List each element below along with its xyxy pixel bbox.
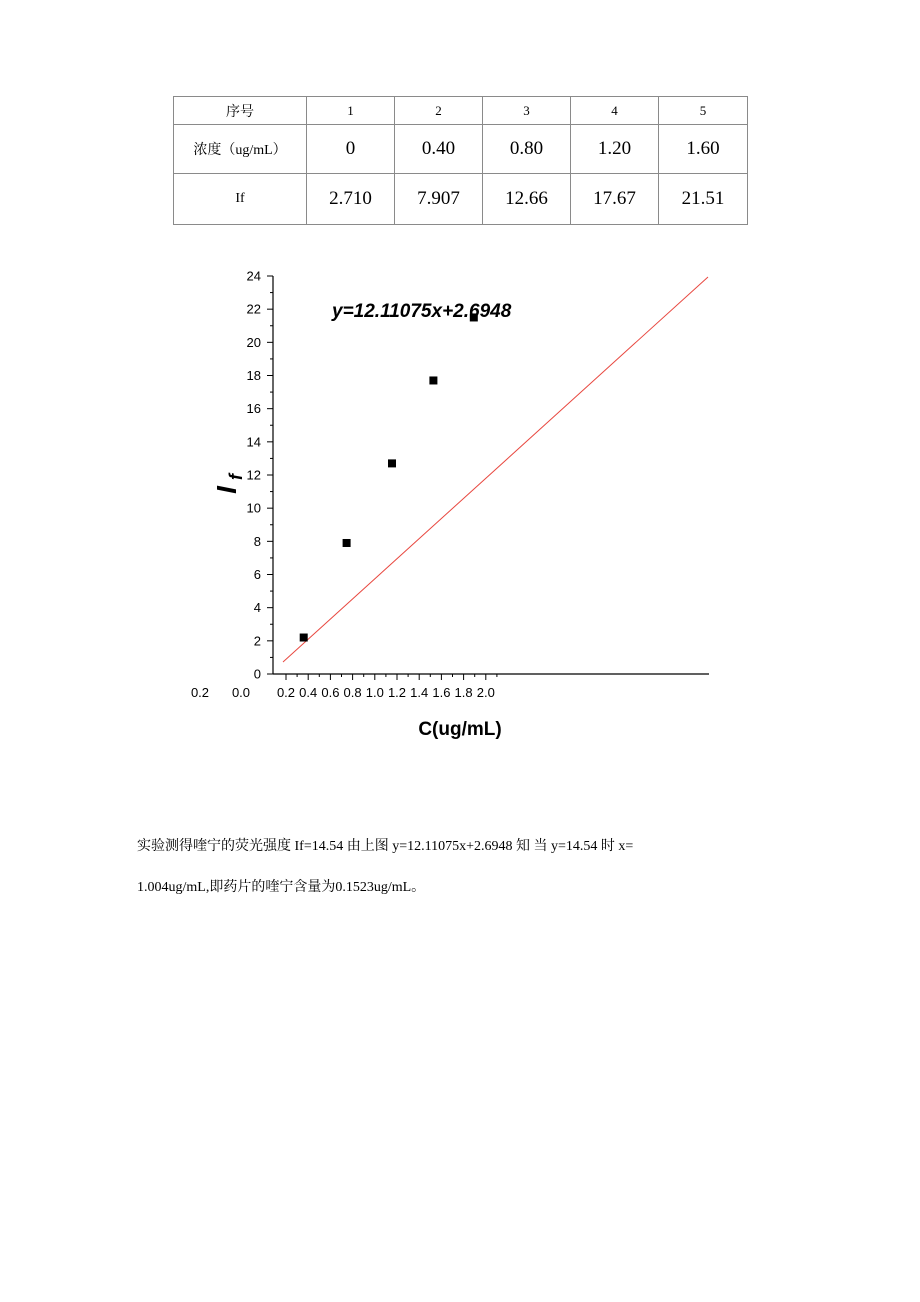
x-tick-label: 0.8 <box>343 685 362 700</box>
y-tick-label: 8 <box>253 533 261 549</box>
y-tick-label: 24 <box>246 268 261 284</box>
data-point <box>388 459 396 467</box>
fit-line <box>283 277 708 662</box>
row-label-cell: If <box>174 174 307 225</box>
x-tick-label: 2.0 <box>476 685 495 700</box>
x-tick-label: 0.2 <box>276 685 296 700</box>
x-tick-label: 1.0 <box>365 685 384 700</box>
x-tick-label: 0.4 <box>299 685 318 700</box>
table-cell: 0.40 <box>395 125 483 174</box>
y-tick-label: 6 <box>253 567 261 582</box>
table-cell: 0.80 <box>483 125 571 174</box>
table-cell: 17.67 <box>571 174 659 225</box>
x-tick-label: 1.4 <box>410 685 429 700</box>
x-tick-label: 1.6 <box>432 685 451 700</box>
y-axis-label-sub: f <box>226 474 246 480</box>
result-text-line-2: 1.004ug/mL,即药片的喹宁含量为0.1523ug/mL。 <box>137 880 426 895</box>
y-tick-label: 16 <box>246 401 261 417</box>
table-cell: 12.66 <box>483 174 571 225</box>
x-extra-label: 0.2 <box>190 685 210 700</box>
result-text-line-1: 实验测得喹宁的荧光强度 If=14.54 由上图 y=12.11075x+2.6948 知 当 y=14.54 时 x= <box>137 839 634 854</box>
x-tick-label: 0.6 <box>321 685 340 700</box>
table-cell: 2.710 <box>307 174 395 225</box>
y-tick-label: 14 <box>246 434 261 450</box>
table-cell: 7.907 <box>395 174 483 225</box>
header-cell: 3 <box>483 97 571 125</box>
x-axis-label: C(ug/mL) <box>418 719 502 740</box>
table-cell: 21.51 <box>659 174 748 225</box>
y-tick-label: 20 <box>246 334 261 350</box>
data-point <box>429 376 437 384</box>
data-point <box>300 634 308 642</box>
y-axis-label <box>211 472 246 494</box>
y-tick-label: 10 <box>246 500 261 516</box>
x-tick-label: 1.8 <box>454 685 473 700</box>
table-cell: 1.60 <box>659 125 748 174</box>
y-tick-label: 0 <box>253 666 261 682</box>
header-cell: 4 <box>571 97 659 125</box>
y-tick-label: 12 <box>246 467 261 483</box>
header-cell: 2 <box>395 97 483 125</box>
header-cell: 5 <box>659 97 748 125</box>
header-cell: 1 <box>307 97 395 125</box>
x-extra-label: 0.0 <box>231 685 251 700</box>
x-tick-label: 1.2 <box>387 685 407 700</box>
row-label-cell: 浓度（ug/mL） <box>174 125 307 174</box>
y-tick-label: 18 <box>246 368 261 383</box>
data-point <box>343 539 351 547</box>
table-cell: 1.20 <box>571 125 659 174</box>
fit-equation: y=12.11075x+2.6948 <box>332 301 512 322</box>
y-tick-label: 2 <box>253 633 261 649</box>
table-cell: 0 <box>307 125 395 174</box>
y-tick-label: 22 <box>246 301 261 317</box>
y-axis-label-main: I <box>211 486 242 494</box>
y-tick-label: 4 <box>253 600 261 616</box>
header-label-cell: 序号 <box>174 97 307 125</box>
